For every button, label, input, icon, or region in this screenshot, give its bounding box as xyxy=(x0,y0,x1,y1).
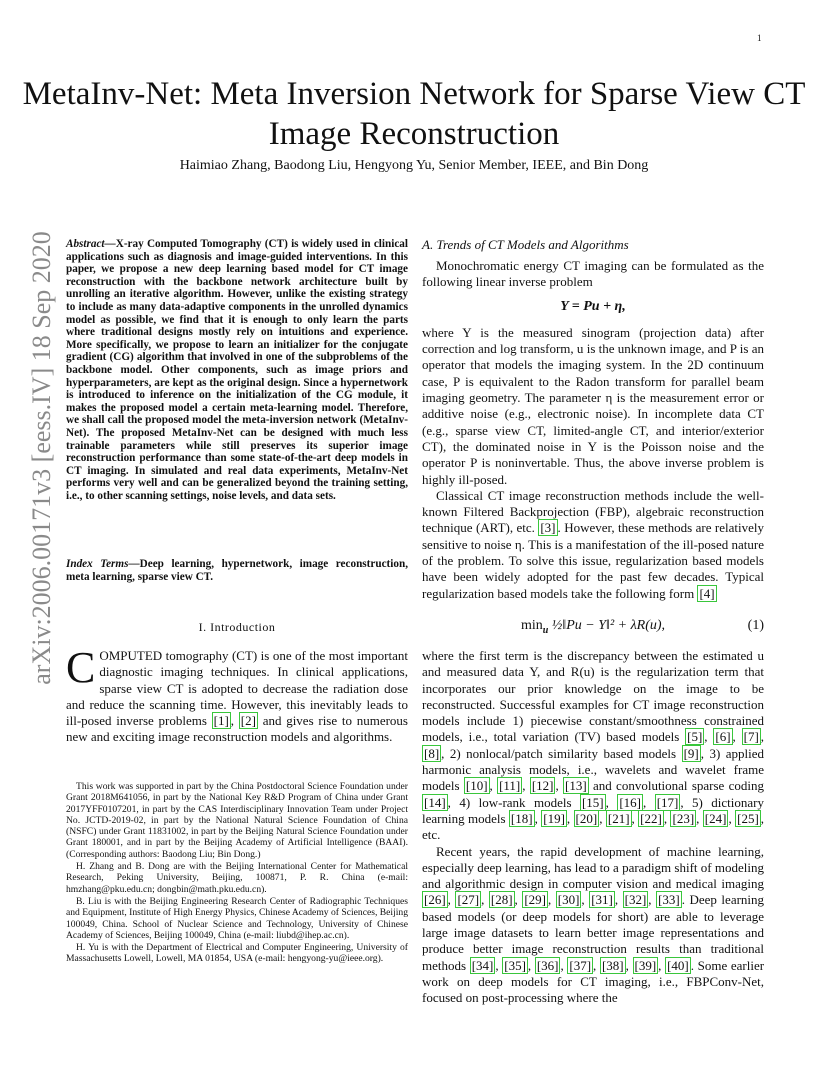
citation-group xyxy=(682,745,701,762)
index-terms-label: Index Terms— xyxy=(66,558,140,570)
paragraph-text: , 3) applied harmonic analysis models, i.e., wavelets and wavelet frame models xyxy=(422,745,765,794)
author-list: Haimiao Zhang, Baodong Liu, Hengyong Yu, Senior Member, IEEE, and Bin Dong xyxy=(179,158,649,173)
citation-link[interactable]: [11] xyxy=(499,778,521,794)
citation-link[interactable]: [17] xyxy=(656,794,679,810)
citation-link[interactable]: [3] xyxy=(540,520,556,536)
citation-link[interactable]: [40] xyxy=(667,957,689,973)
citation-link[interactable]: [24] xyxy=(704,810,727,826)
citation-link[interactable]: [16] xyxy=(619,794,641,810)
citation-link[interactable]: [27] xyxy=(457,892,480,908)
citation-link[interactable]: [8] xyxy=(424,745,440,761)
citation-link[interactable]: [33] xyxy=(658,892,680,908)
citation-link[interactable]: [13] xyxy=(565,778,587,794)
citation-group: [34] , [35] , [36] , [37] , [38] , [39] , [40] xyxy=(471,957,689,973)
citation-link[interactable]: [30] xyxy=(557,892,580,908)
footnote: This work was supported in part by the China Postdoctoral Science Foundation under Grant 2018M641056, in part by the National Key R&D Program of China under Grant 2017YFF0107201, in part by the CAS Interdisciplinary Innovation Team under Project No. JCTD-2019-02, in part by the National Natural Science Foundation of China (NSFC) under Grant 11831002, in part by the Beijing Natural Science Foundation under Grant 180001, and in part by the Beijing Academy of Artificial Intelligence (BAAI). (Corresponding authors: Baodong Liu; Bin Dong.) xyxy=(66,781,408,860)
subsection-heading: A. Trends of CT Models and Algorithms xyxy=(422,237,629,252)
drop-cap: C xyxy=(66,643,96,692)
citation-link[interactable]: [31] xyxy=(591,892,613,908)
section-heading-introduction: I. Introduction xyxy=(198,620,276,634)
citation-link[interactable]: [1] xyxy=(213,713,229,729)
citation-link[interactable]: [20] xyxy=(575,810,598,826)
footnote: H. Yu is with the Department of Electrical and Computer Engineering, University of Massachusetts Lowell, Lowell, MA 01854, USA (e-mail: hengyong-yu@ieee.org). xyxy=(66,942,408,965)
citation-link[interactable]: [25] xyxy=(737,810,759,826)
citation-link[interactable]: [39] xyxy=(634,957,657,973)
paragraph-text: , etc. xyxy=(422,810,765,843)
citation-group: [18] , [19] , [20] , [21] , [22] , [23] , [24] , [25] xyxy=(510,810,759,826)
citation-group xyxy=(422,794,448,811)
citation-link[interactable]: [4] xyxy=(699,585,715,601)
paragraph-text: Classical CT image reconstruction methods include the well-known Filtered Backprojection (FBP), algebraic reconstruction technique (ART), etc. xyxy=(422,487,764,536)
paragraph xyxy=(422,844,764,1007)
citation-link[interactable]: [29] xyxy=(524,892,546,908)
equation-forward-model: Y = Pu + η, xyxy=(560,298,626,314)
citation-link[interactable]: [19] xyxy=(543,810,565,826)
citation-group: [10] , [11] , [12] , [13] xyxy=(465,778,587,794)
equation-1-subscript: u xyxy=(542,624,549,636)
arxiv-stamp: arXiv:2006.00171v3 [eess.IV] 18 Sep 2020 xyxy=(27,231,56,685)
citation-link[interactable]: [36] xyxy=(536,957,559,973)
equation-1 xyxy=(422,612,764,640)
citation-link[interactable]: [38] xyxy=(601,957,624,973)
citation-link[interactable]: [2] xyxy=(240,713,256,729)
abstract xyxy=(66,238,408,502)
paragraph xyxy=(422,648,764,844)
paragraph-text: , 2) nonlocal/patch similarity based models xyxy=(441,745,682,761)
citation-link[interactable]: [34] xyxy=(471,957,494,973)
citation-link[interactable]: [9] xyxy=(683,745,699,761)
equation-1-min: min xyxy=(520,617,543,633)
equation-number: (1) xyxy=(747,617,764,633)
paragraph-text: , 4) low-rank models xyxy=(447,794,580,810)
paragraph: Monochromatic energy CT imaging can be formulated as the following linear inverse problem xyxy=(422,258,764,290)
paragraph: where Y is the measured sinogram (projection data) after correction and log transform, u is the unknown image, and P is an operator that models the imaging system. In the 2D continuum case, P is equivalent to the Radon transform for parallel beam imaging geometry. The parameter η is the measurement error or additive noise (e.g., electronic noise). In incomplete data CT (e.g., sparse view CT, limited-angle CT, and interior/exterior CT), the dominated noise in Y is the Poisson noise and the operator P is noninvertable. Thus, the above inverse problem is highly ill-posed. xyxy=(422,324,764,487)
footnote: B. Liu is with the Beijing Engineering Research Center of Radiographic Techniques and Equipment, Institute of High Energy Physics, Chinese Academy of Sciences, Beijing 100049, China. School of Nuclear Science and Technology, University of Chinese Academy of Sciences, Beijing 100049, China (e-mail: liubd@ihep.ac.cn). xyxy=(66,895,408,941)
paragraph-text: , 5) dictionary learning models xyxy=(422,794,765,826)
citation-link[interactable]: [28] xyxy=(490,892,513,908)
right-column-body xyxy=(422,258,764,1006)
citation-link[interactable]: [10] xyxy=(465,778,488,794)
footnote: H. Zhang and B. Dong are with the Beijing International Center for Mathematical Research, Peking University, Beijing, 100871, P. R. China (e-mail: hmzhang@pku.edu.cn; dongbin@math.pku.edu.cn). xyxy=(66,861,408,895)
citation-link[interactable]: [14] xyxy=(424,794,446,810)
citation-group: [26] , [27] , [28] , [29] , [30] , [31] , [32] , [33] xyxy=(424,892,680,908)
citation-link[interactable]: [37] xyxy=(569,957,592,973)
citation-link[interactable]: [21] xyxy=(607,810,630,826)
intro-separator: , xyxy=(230,713,239,729)
citation-group: [15] , [16] , [17] xyxy=(581,794,679,810)
paragraph-text: . However, these methods are relatively sensitive to noise η. This is a manifestation of the ill-posed nature of the problem. To solve this issue, regularization based models have been widely adopted for the past few decades. Typical regularization based models take the following form xyxy=(422,520,764,601)
citation-link[interactable]: [23] xyxy=(672,810,695,826)
index-terms-text: Deep learning, hypernetwork, image reconstruction, meta learning, sparse view CT. xyxy=(66,558,408,583)
intro-text-2: and gives rise to numerous new and exciting image reconstruction models and algorithms. xyxy=(66,713,408,745)
paragraph-text: where the first term is the discrepancy between the estimated u and measured data Y, and R(u) is the regularization term that incorporates our prior knowledge on the image to be reconstructed. Successful examples for CT image reconstruction models include 1) piecewise constant/smoothness constrained models, i.e., total variation (TV) based models xyxy=(422,647,764,745)
introduction-paragraph xyxy=(66,643,408,746)
citation-link[interactable]: [6] xyxy=(715,729,731,745)
index-terms xyxy=(66,558,408,583)
paragraph xyxy=(422,488,764,602)
equation-1-body: ½‖Pu − Y‖² + λR(u), xyxy=(548,617,666,633)
citation-link[interactable]: [32] xyxy=(624,892,647,908)
page-number: 1 xyxy=(757,33,762,43)
paper-title: MetaInv-Net: Meta Inversion Network for Sparse View CT Image Reconstruction xyxy=(22,76,806,152)
citation-link[interactable]: [12] xyxy=(531,778,554,794)
abstract-text: X-ray Computed Tomography (CT) is widely used in clinical applications such as diagnosis and image-guided interventions. In this paper, we propose a new deep learning based model for CT image reconstruction with the backbone network architecture built by unrolling an iterative algorithm. However, unlike the existing strategy to include as many data-adaptive components in the unrolled dynamics model as possible, we find that it is enough to only learn the parts where traditional designs mostly rely on intuitions and experience. More specifically, we propose to learn an initializer for the conjugate gradient (CG) algorithm that involved in one of the subproblems of the backbone model. Other components, such as image priors and hyperparameters, are kept as the original design. Since a hypernetwork is introduced to inference on the initialization of the CG module, it makes the proposed model a certain meta-learning model. Therefore, we shall call the proposed model the meta-inversion network (MetaInv-Net). The proposed MetaInv-Net can be designed with much less trainable parameters while still preserves its superior image reconstruction performance than some state-of-the-art deep models in CT imaging. In simulated and real data experiments, MetaInv-Net performs very well and can be generalized beyond the training setting, i.e., to other scanning settings, noise levels, and data sets. xyxy=(66,238,408,502)
citation-link[interactable]: [18] xyxy=(510,810,533,826)
citation-link[interactable]: [26] xyxy=(424,892,446,908)
citation-group: [5] , [6] , [7] , [8] xyxy=(424,729,765,761)
citation-link[interactable]: [7] xyxy=(743,729,759,745)
abstract-label: Abstract— xyxy=(66,238,116,250)
citation-link[interactable]: [5] xyxy=(687,729,703,745)
paragraph-text: . Some earlier work on deep models for CT imaging, i.e., FBPConv-Net, focused on post-processing where the xyxy=(422,957,765,1006)
intro-text-1: OMPUTED tomography (CT) is one of the most important diagnostic imaging techniques. In clinical applications, sparse view CT is adopted to decrease the radiation dose and reduce the scanning time. However, this inevitably leads to ill-posed inverse problems xyxy=(66,648,408,729)
paragraph-text: Recent years, the rapid development of machine learning, especially deep learning, has lead to a paradigm shift of modeling and algorithmic design in computer vision and medical imaging xyxy=(422,843,764,892)
citation-link[interactable]: [35] xyxy=(504,957,526,973)
citation-link[interactable]: [15] xyxy=(581,794,604,810)
paragraph-text: . Deep learning based models (or deep models for short) are able to leverage large image datasets to learn better image representations and produce better image reconstruction results than traditional methods xyxy=(422,892,765,973)
citation-link[interactable]: [22] xyxy=(640,810,662,826)
footnotes xyxy=(66,781,408,966)
paragraph-text: and convolutional sparse coding xyxy=(588,778,765,794)
